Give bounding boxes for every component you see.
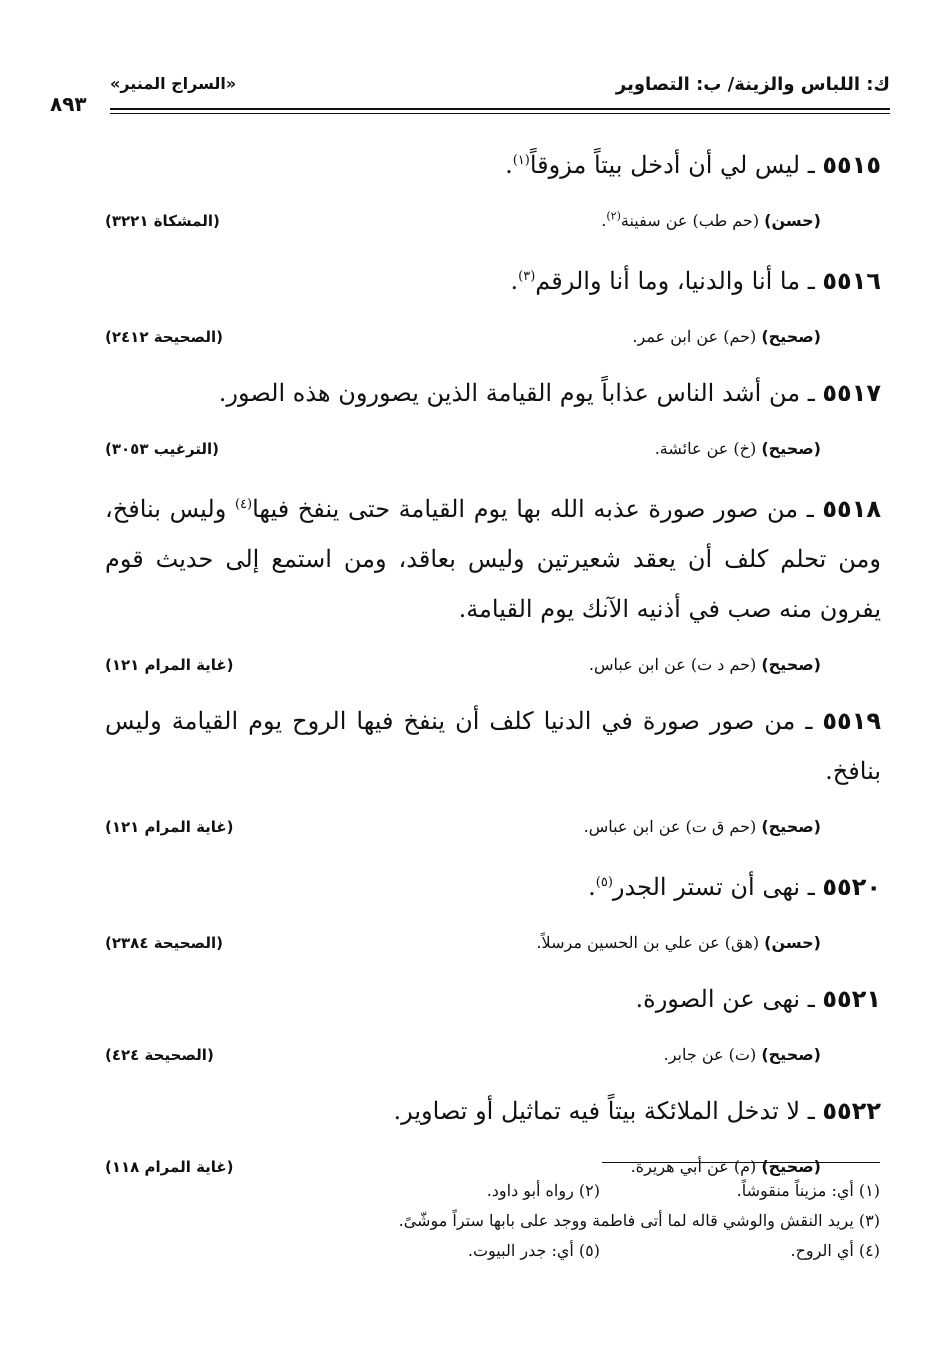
grade: (صحيح) (761, 655, 821, 674)
hadith-meta (105, 1024, 881, 1086)
grade: (صحيح) (761, 1045, 821, 1064)
grade: (صحيح) (761, 1157, 821, 1176)
chapter-title: ك: اللباس والزينة/ ب: التصاوير (615, 74, 890, 95)
grade-and-source (632, 306, 821, 368)
reference: (المشكاة ٣٢٢١) (105, 212, 220, 230)
hadith-body-end: . (588, 873, 596, 901)
grade: (حسن) (764, 933, 821, 952)
footnote-marker: (٢) (606, 209, 621, 223)
footnote-4: (٤) أي الروح. (790, 1241, 880, 1260)
hadith-text (105, 974, 881, 1024)
page-number: ٨٩٣ (50, 92, 87, 116)
grade-and-source (589, 634, 821, 696)
hadith-body: نهى أن تستر الجدر (612, 873, 801, 901)
reference: (الصحيحة ٢٣٨٤) (105, 934, 223, 952)
grade-and-source (601, 190, 821, 252)
hadith-meta (105, 796, 881, 858)
header-rule-thick (110, 108, 890, 110)
hadith-body: ليس لي أن أدخل بيتاً مزوقاً (529, 151, 801, 179)
footnote-5: (٥) أي: جدر البيوت. (467, 1241, 600, 1260)
hadith-meta (105, 306, 881, 368)
source: (حم طب) عن سفينة (620, 211, 760, 230)
hadith-text (105, 858, 881, 912)
reference: (الصحيحة ٢٤١٢) (105, 328, 223, 346)
hadith-body: من أشد الناس عذاباً يوم القيامة الذين يصورون هذه الصور. (218, 379, 801, 407)
grade: (صحيح) (761, 439, 821, 458)
number-dash: ـ (807, 379, 815, 407)
number-dash: ـ (807, 1097, 815, 1125)
hadith-meta (105, 912, 881, 974)
book-name: «السراج المنير» (110, 74, 237, 93)
grade-and-source (655, 418, 821, 480)
footnote-rule (602, 1162, 880, 1163)
hadith-number: ٥٥٢١ (822, 985, 881, 1013)
hadith-body-end: . (505, 151, 513, 179)
number-dash: ـ (807, 267, 815, 295)
number-dash: ـ (806, 495, 814, 523)
hadith-body: لا تدخل الملائكة بيتاً فيه تماثيل أو تصاوير. (393, 1097, 801, 1125)
footnote-row (260, 1236, 880, 1266)
hadith-list (105, 136, 881, 1198)
hadith-text (105, 252, 881, 306)
source: (ت) عن جابر. (663, 1045, 757, 1064)
footnotes (260, 1162, 880, 1266)
grade: (صحيح) (761, 817, 821, 836)
hadith-body-end: وليس بنافخ، ومن تحلم كلف أن يعقد شعيرتين وليس بعاقد، ومن استمع إلى حديث قوم يفرون منه صب في أذنيه الآنك يوم القيامة. (105, 495, 881, 623)
hadith-body: من صور صورة في الدنيا كلف أن ينفخ فيها الروح يوم القيامة وليس بنافخ. (105, 707, 881, 785)
source: (خ) عن عائشة. (654, 439, 757, 458)
hadith-text (105, 136, 881, 190)
page-header (50, 68, 890, 128)
grade-and-source (664, 1024, 821, 1086)
hadith-number: ٥٥١٩ (822, 707, 881, 735)
hadith-text (105, 368, 881, 418)
hadith-number: ٥٥٢٠ (822, 873, 881, 901)
footnote-2: (٢) رواه أبو داود. (486, 1181, 600, 1200)
grade-and-source (536, 912, 821, 974)
hadith-number: ٥٥١٨ (822, 495, 881, 523)
hadith-body: من صور صورة عذبه الله بها يوم القيامة حتى ينفخ فيها (252, 495, 799, 523)
reference: (غاية المرام ١٢١) (105, 656, 234, 674)
hadith-body-end: . (510, 267, 519, 295)
footnote-marker: (٥) (595, 875, 613, 890)
reference: (غاية المرام ١٢١) (105, 818, 234, 836)
hadith-body: نهى عن الصورة. (635, 985, 801, 1013)
source: (هق) عن علي بن الحسين مرسلاً. (536, 933, 760, 952)
number-dash: ـ (807, 151, 815, 179)
footnote-row (260, 1206, 880, 1236)
number-dash: ـ (807, 873, 815, 901)
number-dash: ـ (805, 707, 813, 735)
grade: (حسن) (764, 211, 821, 230)
number-dash: ـ (807, 985, 815, 1013)
footnote-marker: (٤) (234, 497, 253, 512)
hadith-number: ٥٥١٥ (822, 151, 881, 179)
source-end: . (601, 211, 607, 230)
source: (م) عن أبي هريرة. (630, 1157, 757, 1176)
source: (حم ق ت) عن ابن عباس. (583, 817, 757, 836)
hadith-text (105, 696, 881, 796)
source: (حم د ت) عن ابن عباس. (588, 655, 757, 674)
hadith-text (105, 1086, 881, 1136)
footnote-row (260, 1176, 880, 1206)
footnote-marker: (٣) (518, 269, 536, 284)
reference: (الترغيب ٣٠٥٣) (105, 440, 220, 458)
reference: (غاية المرام ١١٨) (105, 1158, 234, 1176)
grade: (صحيح) (761, 327, 821, 346)
hadith-meta (105, 634, 881, 696)
hadith-number: ٥٥٢٢ (822, 1097, 881, 1125)
hadith-body: ما أنا والدنيا، وما أنا والرقم (535, 267, 801, 295)
header-rule-thin (110, 113, 890, 114)
hadith-meta (105, 418, 881, 480)
grade-and-source (584, 796, 821, 858)
reference: (الصحيحة ٤٢٤) (105, 1046, 214, 1064)
hadith-text (105, 480, 881, 634)
hadith-meta (105, 190, 881, 252)
source: (حم) عن ابن عمر. (632, 327, 757, 346)
hadith-number: ٥٥١٧ (822, 379, 881, 407)
footnote-1: (١) أي: مزيناً منقوشاً. (736, 1181, 880, 1200)
footnote-marker: (١) (512, 153, 530, 168)
footnote-3: (٣) يريد النقش والوشي قاله لما أتى فاطمة ووجد على بابها ستراً موشّىً. (398, 1211, 880, 1230)
hadith-number: ٥٥١٦ (822, 267, 881, 295)
